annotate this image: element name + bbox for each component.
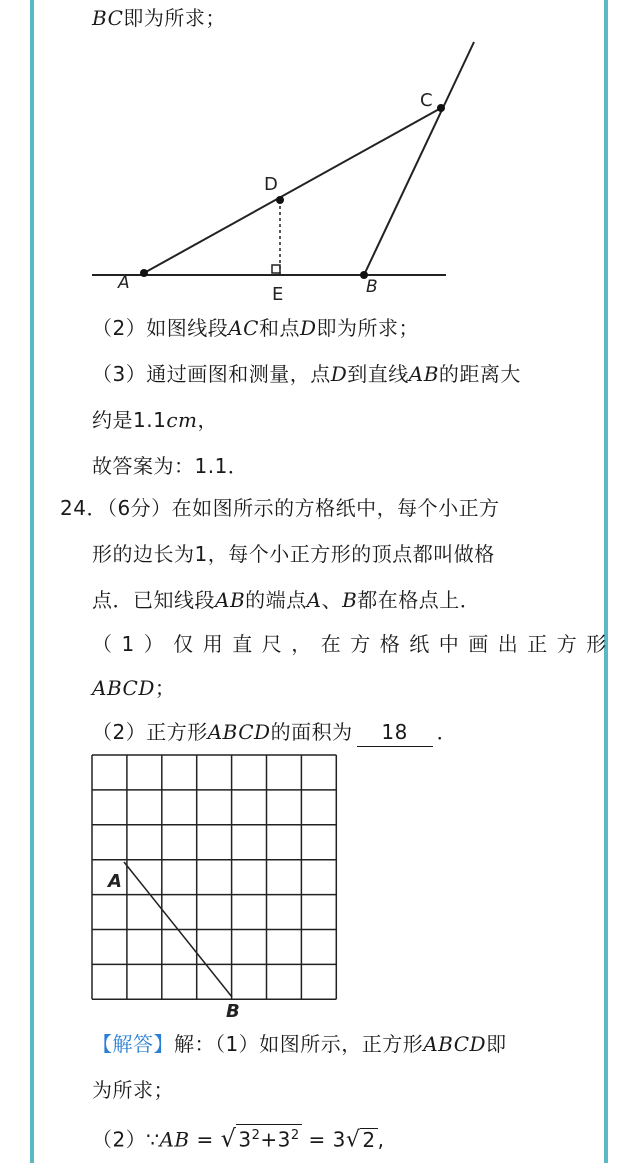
question-part-1-cont: ABCD；	[92, 676, 176, 700]
sqrt-expression: $3^2+3^2$	[236, 1124, 301, 1151]
label-d: D	[264, 174, 278, 195]
ray-bc	[364, 42, 474, 275]
solution-line-3: （2）∵AB = √ $3^2+3^2 = 3√$ 2 ,	[92, 1124, 385, 1153]
point-d	[276, 196, 284, 204]
text-line-2: （2）如图线段AC和点D即为所求；	[92, 316, 420, 340]
label-b: B	[226, 1001, 240, 1022]
question-24-line-3: 点．已知线段AB的端点A、B都在格点上．	[92, 588, 481, 612]
text-line-1: BC即为所求；	[92, 6, 226, 30]
answer-blank: 18	[357, 718, 433, 747]
solution-tag: 【解答】	[92, 1032, 174, 1056]
point-a	[140, 269, 148, 277]
answer-line: 故答案为：1.1．	[92, 454, 249, 478]
question-part-2: （2）正方形ABCD的面积为 18 ．	[92, 718, 457, 747]
label-e: E	[272, 284, 284, 305]
label-a: A	[118, 273, 130, 293]
grid-lines	[92, 755, 336, 999]
solution-line-2: 为所求；	[92, 1078, 174, 1102]
grid-figure	[88, 750, 348, 1022]
question-24-line-1: 24．（6分）在如图所示的方格纸中，每个小正方	[60, 496, 500, 520]
right-border	[604, 0, 608, 1163]
label-a: A	[108, 871, 122, 892]
segment-ac	[144, 108, 441, 273]
geometry-figure-1	[80, 34, 500, 306]
right-angle-mark	[272, 265, 280, 273]
left-border	[30, 0, 34, 1163]
question-24-line-2: 形的边长为1，每个小正方形的顶点都叫做格	[92, 542, 495, 566]
point-c	[437, 104, 445, 112]
question-part-1: （1）仅用直尺，在方格纸中画出正方形	[92, 632, 616, 656]
solution-line-1: 【解答】解：（1）如图所示，正方形ABCD即	[92, 1032, 507, 1056]
label-b: B	[366, 277, 378, 297]
text-line-3: （3）通过画图和测量，点D到直线AB的距离大	[92, 362, 521, 386]
label-c: C	[420, 90, 433, 111]
text-line-4: 约是1.1cm，	[92, 408, 218, 432]
